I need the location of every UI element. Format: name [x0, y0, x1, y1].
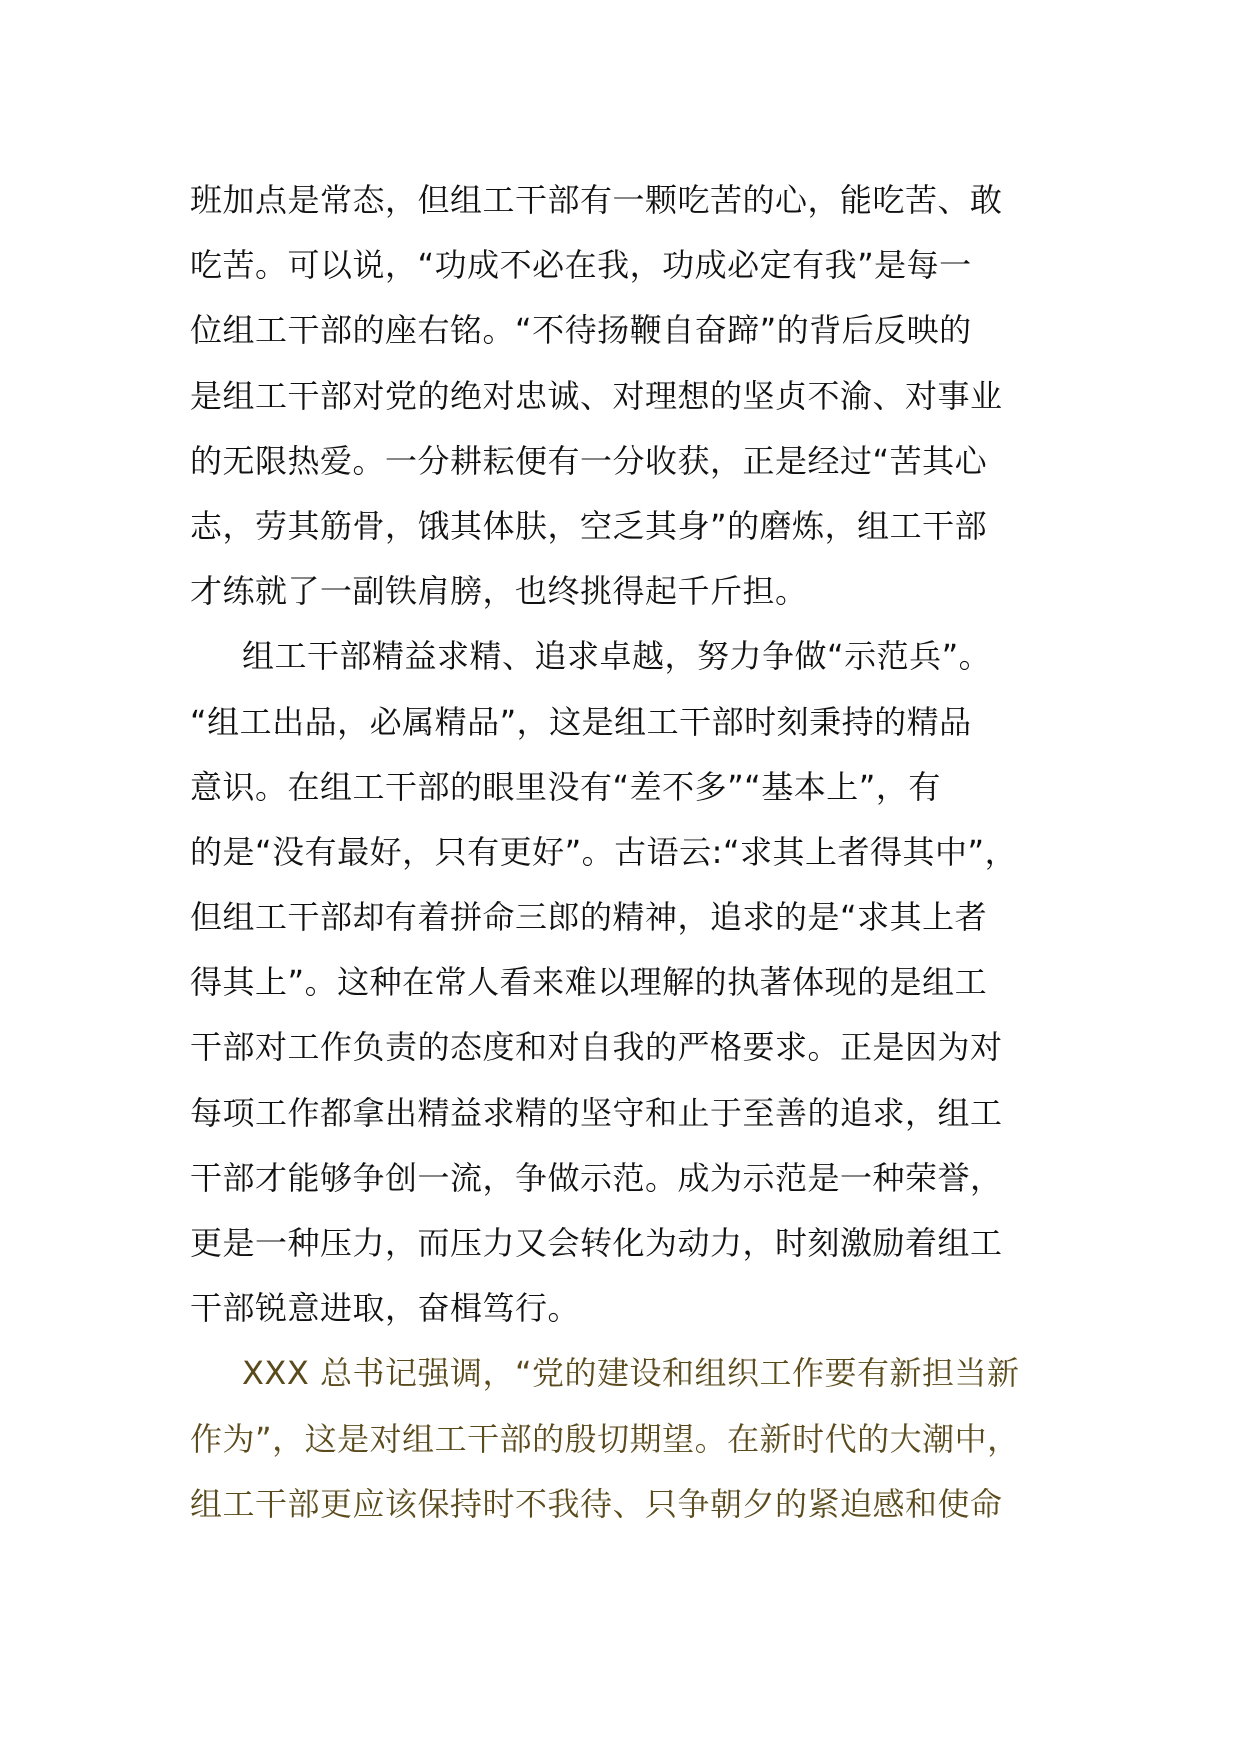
paragraph	[190, 1341, 1090, 1537]
text-line: XXX 总书记强调，“党的建设和组织工作要有新担当新	[242, 1354, 1020, 1393]
text-line: 志，劳其筋骨，饿其体肤，空乏其身”的磨炼，组工干部	[190, 506, 988, 545]
paragraph	[190, 168, 1090, 624]
text-line: 位组工干部的座右铭。“不待扬鞭自奋蹄”的背后反映的	[190, 311, 972, 350]
text-line: 每项工作都拿出精益求精的坚守和止于至善的追求，组工	[190, 1093, 1003, 1132]
text-line: 吃苦。可以说，“功成不必在我，功成必定有我”是每一	[190, 246, 972, 285]
text-line: 组工干部更应该保持时不我待、只争朝夕的紧迫感和使命	[190, 1484, 1003, 1523]
text-line: 干部锐意进取，奋楫笃行。	[190, 1289, 581, 1328]
text-line: 作为”，这是对组工干部的殷切期望。在新时代的大潮中，	[190, 1419, 1020, 1458]
paragraph	[190, 624, 1090, 1341]
text-line: 更是一种压力，而压力又会转化为动力，时刻激励着组工	[190, 1224, 1003, 1262]
text-line: 才练就了一副铁肩膀，也终挑得起千斤担。	[190, 572, 808, 611]
text-line: 组工干部精益求精、追求卓越，努力争做“示范兵”。	[242, 637, 992, 676]
text-line: 的无限热爱。一分耕耘便有一分收获，正是经过“苦其心	[190, 441, 988, 480]
text-line: 干部对工作负责的态度和对自我的严格要求。正是因为对	[190, 1028, 1003, 1067]
text-line: 得其上”。这种在常人看来难以理解的执著体现的是组工	[190, 963, 988, 1002]
text-line: 的是“没有最好，只有更好”。古语云:“求其上者得其中”，	[190, 832, 1018, 871]
text-line: 是组工干部对党的绝对忠诚、对理想的坚贞不渝、对事业	[190, 376, 1003, 415]
body-text	[190, 168, 1090, 1537]
text-line: 干部才能够争创一流，争做示范。成为示范是一种荣誉，	[190, 1158, 1003, 1197]
text-line: 班加点是常态，但组工干部有一颗吃苦的心，能吃苦、敢	[190, 181, 1003, 219]
text-line: 意识。在组工干部的眼里没有“差不多”“基本上”，有	[190, 767, 941, 806]
text-line: 但组工干部却有着拼命三郎的精神，追求的是“求其上者	[190, 898, 988, 937]
text-line: “组工出品，必属精品”，这是组工干部时刻秉持的精品	[190, 702, 972, 741]
